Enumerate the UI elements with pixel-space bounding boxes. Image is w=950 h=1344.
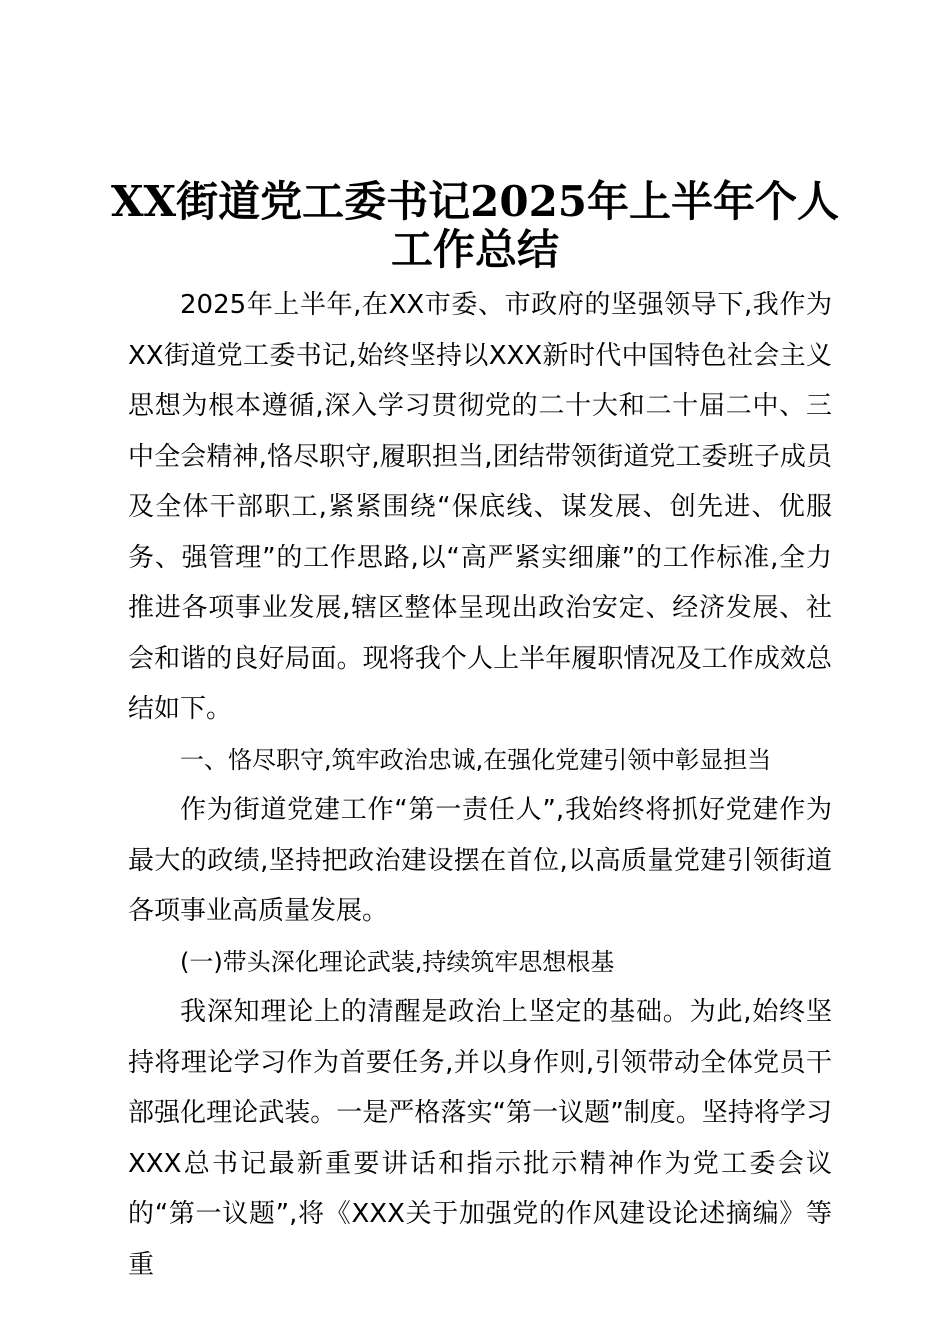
paragraph-intro: 2025年上半年,在XX市委、市政府的坚强领导下,我作为XX街道党工委书记,始终坚持以XXX新时代中国特色社会主义思想为根本遵循,深入学习贯彻党的二十大和二十届二中、三中全会精神,恪尽职守,履职担当,团结带领街道党工委班子成员及全体干部职工,紧紧围绕“保底线、谋发展、创先进、优服务、强管理”的工作思路,以“高严紧实细廉”的工作标准,全力推进各项事业发展,辖区整体呈现出政治安定、经济发展、社会和谐的良好局面。现将我个人上半年履职情况及工作成效总结如下。 bbox=[128, 290, 832, 724]
paragraph-subsection-1: 我深知理论上的清醒是政治上坚定的基础。为此,始终坚持将理论学习作为首要任务,并以身作则,引领带动全体党员干部强化理论武装。一是严格落实“第一议题”制度。坚持将学习XXX总书记最新重要讲话和指示批示精神作为党工委会议的“第一议题”,将《XXX关于加强党的作风建设论述摘编》等重 bbox=[128, 997, 832, 1280]
title-line-1: XX街道党工委书记2025年上半年个人 bbox=[110, 177, 840, 226]
paragraph-section-1: 作为街道党建工作“第一责任人”,我始终将抓好党建作为最大的政绩,坚持把政治建设摆在首位,以高质量党建引领街道各项事业高质量发展。 bbox=[128, 795, 832, 926]
subsection-heading-1: (一)带头深化理论武装,持续筑牢思想根基 bbox=[180, 947, 615, 976]
title-line-2: 工作总结 bbox=[390, 225, 559, 274]
document-body bbox=[128, 280, 832, 1290]
document-title bbox=[100, 178, 850, 274]
section-heading-1: 一、恪尽职守,筑牢政治忠诚,在强化党建引领中彰显担当 bbox=[180, 745, 772, 774]
